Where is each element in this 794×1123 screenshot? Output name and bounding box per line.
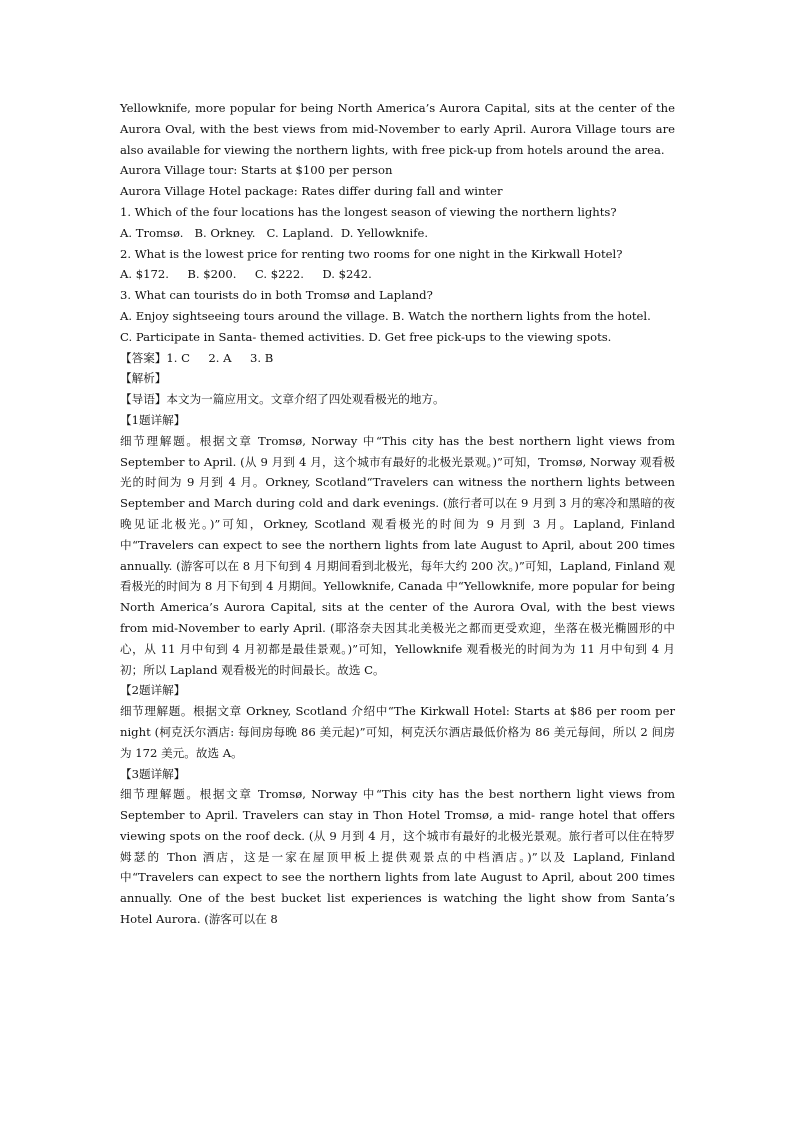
document-page [120, 98, 675, 930]
answer-key: 【答案】1. C 2. A 3. B [120, 350, 274, 365]
tour-price: Aurora Village tour: Starts at $100 per person [120, 163, 393, 178]
hotel-package: Aurora Village Hotel package: Rates differ during fall and winter [120, 184, 503, 199]
question-2-options: A. $172. B. $200. C. $222. D. $242. [120, 267, 372, 282]
question-3-options-line1: A. Enjoy sightseeing tours around the village. B. Watch the northern lights from the hotel. [120, 308, 651, 323]
detail-2-heading: 【2题详解】 [120, 683, 186, 698]
question-3-options-line2: C. Participate in Santa- themed activities. D. Get free pick-ups to the viewing spots. [120, 329, 612, 344]
detail-3-text: 细节理解题。根据文章 Tromsø, Norway 中“This city has the best northern light views from September to April. Travelers can stay in Thon Hotel Tromsø, a mid- range hotel that offers viewing spots on the roof deck. (从 9 月到 4 月，这个城市有最好的北极光景观。旅行者可以住在特罗姆瑟的 Thon 酒店，这是一家在屋顶甲板上提供观景点的中档酒店。)”以及 Lapland, Finland 中“Travelers can expect to see the northern lights from late August to April, about 200 times annually. One of the best bucket list experiences is watching the light show from Santa’s Hotel Aurora. (游客可以在 8 [120, 787, 675, 927]
detail-3-heading: 【3题详解】 [120, 766, 186, 781]
detail-1-text: 细节理解题。根据文章 Tromsø, Norway 中“This city has the best northern light views from September to April. (从 9 月到 4 月，这个城市有最好的北极光景观。)”可知，Tromsø, Norway 观看极光的时间为 9 月到 4 月。Orkney, Scotland“Travelers can witness the northern lights between September and March during cold and dark evenings. (旅行者可以在 9 月到 3 月的寒冷和黑暗的夜晚见证北极光。)”可知，Orkney, Scotland 观看极光的时间为 9 月到 3 月。Lapland, Finland 中“Travelers can expect to see the northern lights from late August to April, about 200 times annually. (游客可以在 8 月下旬到 4 月期间看到北极光，每年大约 200 次。)”可知，Lapland, Finland 观看极光的时间为 8 月下旬到 4 月期间。Yellowknife, Canada 中“Yellowknife, more popular for being North America’s Aurora Capital, sits at the center of the Aurora Oval, with the best views from mid-November to early April. (耶洛奈夫因其北美极光之都而更受欢迎，坐落在极光椭圆形的中心，从 11 月中旬到 4 月初都是最佳景观。)”可知，Yellowknife 观看极光的时间为为 11 月中旬到 4 月初；所以 Lapland 观看极光的时间最长。故选 C。 [120, 433, 675, 677]
guide-intro: 【导语】本文为一篇应用文。文章介绍了四处观看极光的地方。 [120, 392, 445, 407]
question-2-stem: 2. What is the lowest price for renting two rooms for one night in the Kirkwall Hotel? [120, 246, 623, 261]
detail-2-text: 细节理解题。根据文章 Orkney, Scotland 介绍中“The Kirkwall Hotel: Starts at $86 per room per night (柯克沃尔酒店: 每间房每晚 86 美元起)”可知，柯克沃尔酒店最低价格为 86 美元每间，所以 2 间房为 172 美元。故选 A。 [120, 704, 675, 760]
question-1-options: A. Tromsø. B. Orkney. C. Lapland. D. Yellowknife. [120, 225, 429, 240]
passage-paragraph: Yellowknife, more popular for being North America’s Aurora Capital, sits at the center of the Aurora Oval, with the best views from mid-November to early April. Aurora Village tours are also available for viewing the northern lights, with free pick-up from hotels around the area. [120, 101, 675, 157]
question-3-stem: 3. What can tourists do in both Tromsø and Lapland? [120, 288, 433, 303]
analysis-label: 【解析】 [120, 371, 167, 386]
question-1-stem: 1. Which of the four locations has the longest season of viewing the northern lights? [120, 204, 617, 219]
detail-1-heading: 【1题详解】 [120, 412, 186, 427]
